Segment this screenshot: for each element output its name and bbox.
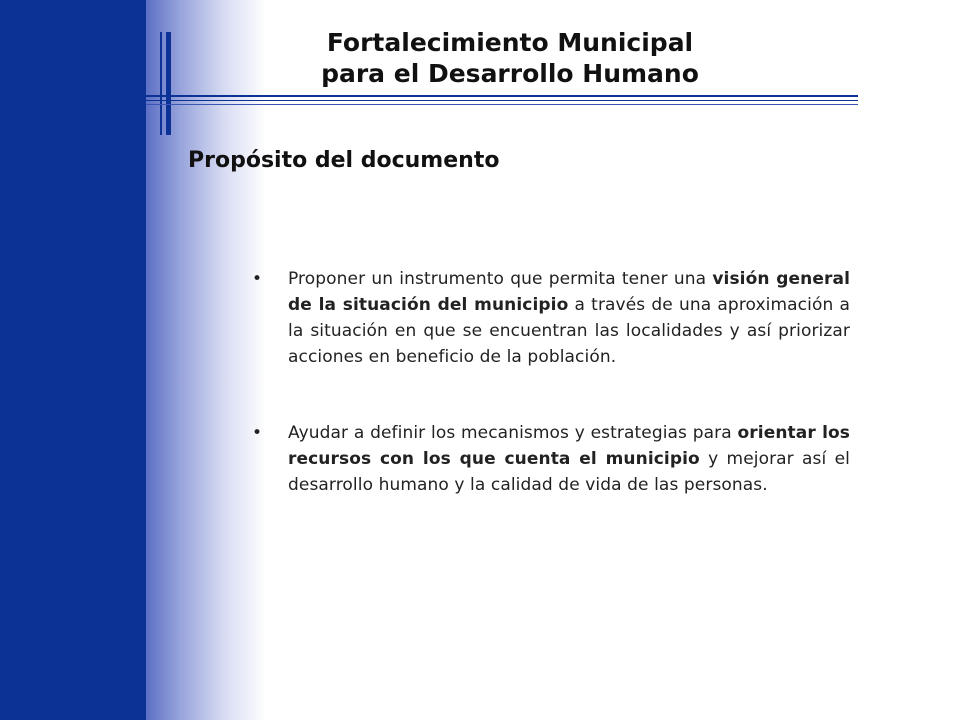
bullet-text-bold: orientar los recursos con los que cuenta el municipio — [288, 423, 850, 469]
title-line-2: para el Desarrollo Humano — [321, 59, 699, 88]
bullet-text-after: a través de una aproximación a la situación en que se encuentran las localidades y así priorizar acciones en beneficio de la población. — [288, 295, 850, 367]
bullet-text-before: Ayudar a definir los mecanismos y estrategias para — [288, 423, 738, 443]
decorative-vertical-rule-thick — [166, 32, 171, 135]
side-band — [0, 0, 146, 720]
bullet-marker: • — [252, 269, 263, 289]
bullet-list — [252, 266, 850, 498]
bullet-text-before: Proponer un instrumento que permita tener una — [288, 269, 713, 289]
bullet-item — [252, 266, 850, 370]
decorative-vertical-rule — [160, 32, 162, 135]
decorative-horizontal-rule — [146, 95, 858, 97]
bullet-item — [252, 420, 850, 498]
section-heading: Propósito del documento — [188, 148, 500, 173]
decorative-horizontal-rule — [146, 104, 858, 105]
side-gradient — [146, 0, 266, 720]
decorative-horizontal-rule — [146, 100, 858, 101]
bullet-text — [288, 269, 850, 367]
bullet-text-after: y mejorar así el desarrollo humano y la calidad de vida de las personas. — [288, 449, 850, 495]
bullet-text-bold: visión general de la situación del municipio — [288, 269, 850, 315]
title-line-1: Fortalecimiento Municipal — [326, 28, 694, 57]
page-title — [200, 27, 820, 89]
bullet-text — [288, 423, 850, 495]
bullet-marker: • — [252, 423, 263, 443]
